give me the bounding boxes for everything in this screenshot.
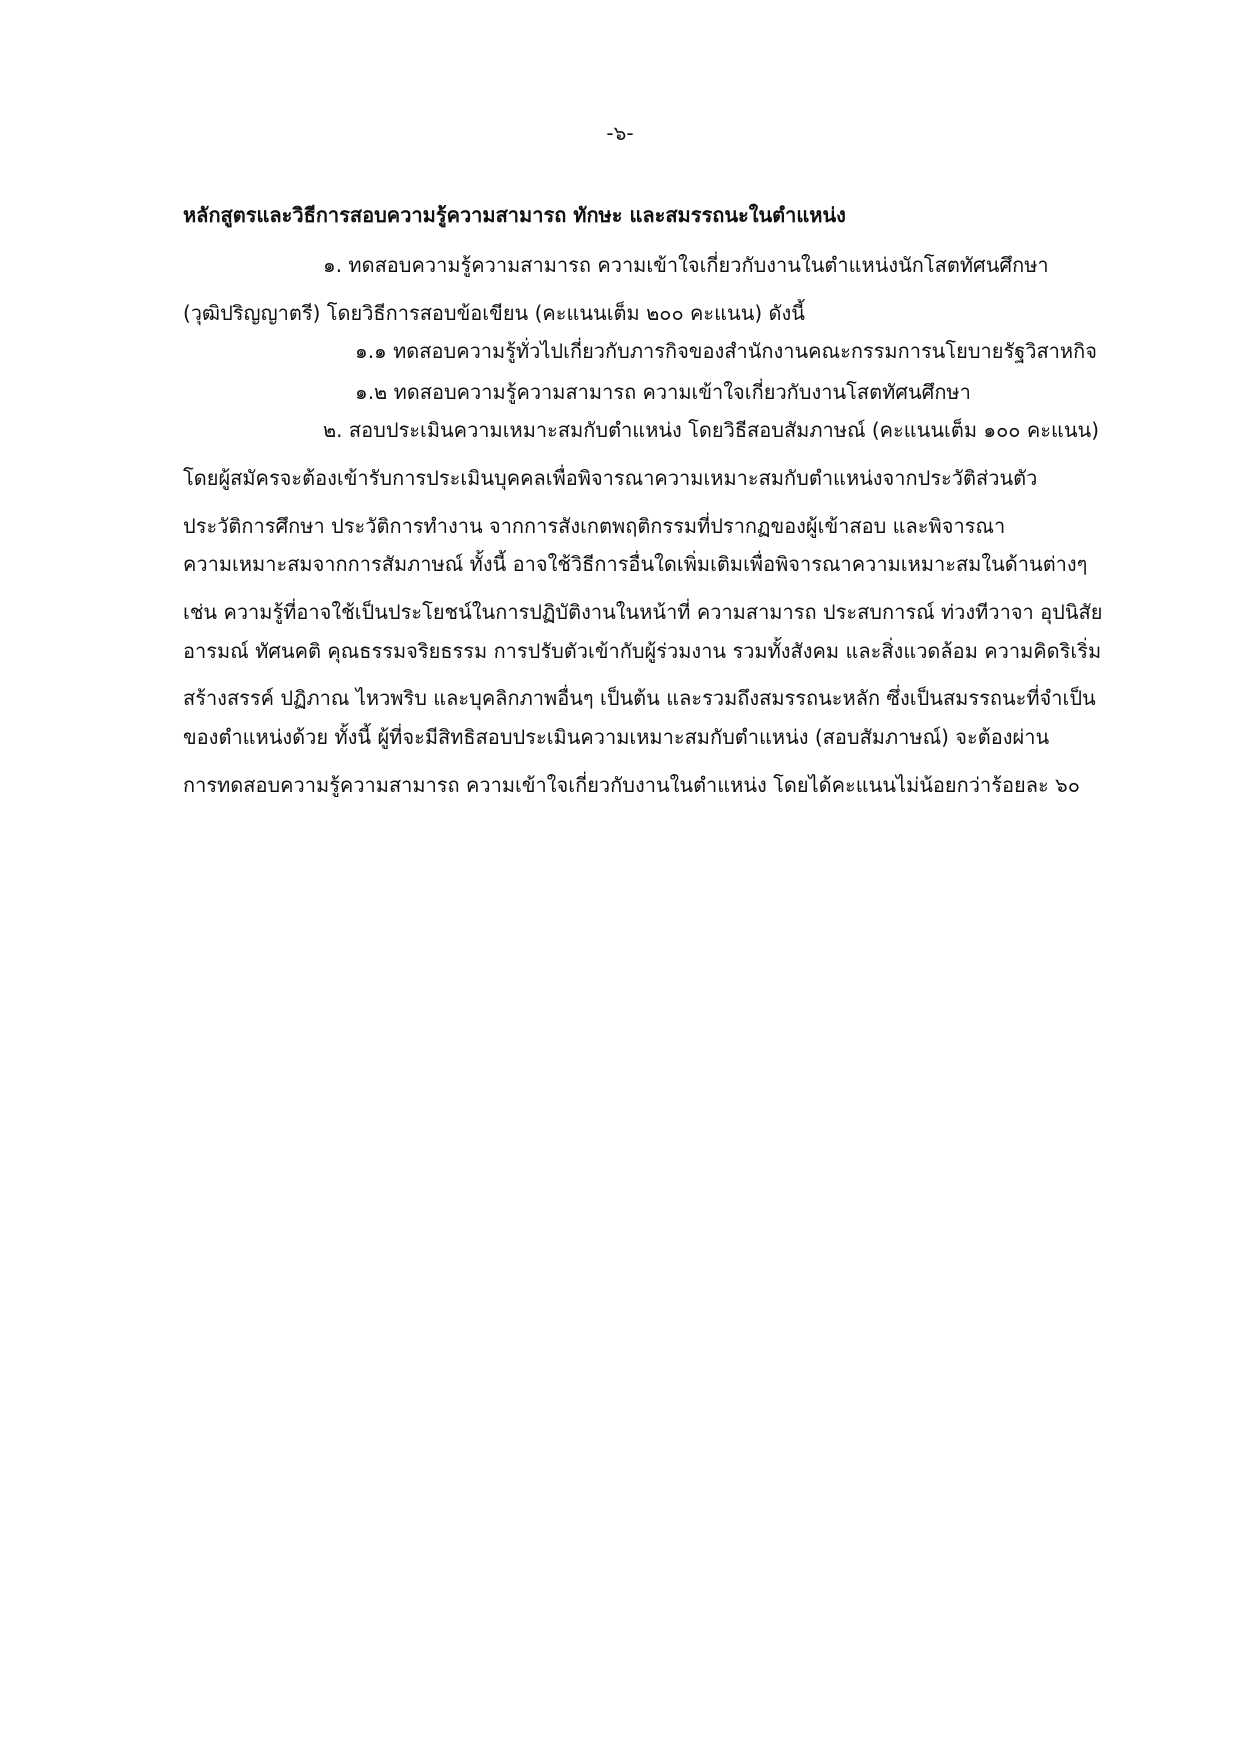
item-1-2: ๑.๒ ทดสอบความรู้ความสามารถ ความเข้าใจเกี่ยวกับงานโสตทัศนศึกษา	[355, 380, 971, 404]
body-line-last: การทดสอบความรู้ความสามารถ ความเข้าใจเกี่ยวกับงานในตำแหน่ง โดยได้คะแนนไม่น้อยกว่าร้อยละ ๖๐	[183, 773, 1080, 797]
item-2-line-1: ๒. สอบประเมินความเหมาะสมกับตำแหน่ง โดยวิธีสอบสัมภาษณ์ (คะแนนเต็ม ๑๐๐ คะแนน)	[323, 418, 1100, 442]
item-1-line-2: (วุฒิปริญญาตรี) โดยวิธีการสอบข้อเขียน (คะแนนเต็ม ๒๐๐ คะแนน) ดังนี้	[183, 301, 805, 325]
item-1-1: ๑.๑ ทดสอบความรู้ทั่วไปเกี่ยวกับภารกิจของสำนักงานคณะกรรมการนโยบายรัฐวิสาหกิจ	[355, 339, 1097, 363]
body-line: ประวัติการศึกษา ประวัติการทำงาน จากการสังเกตพฤติกรรมที่ปรากฏของผู้เข้าสอบ และพิจารณา	[183, 514, 1006, 538]
section-heading: หลักสูตรและวิธีการสอบความรู้ความสามารถ ทักษะ และสมรรถนะในตำแหน่ง	[183, 203, 846, 227]
body-line: เช่น ความรู้ที่อาจใช้เป็นประโยชน์ในการปฏิบัติงานในหน้าที่ ความสามารถ ประสบการณ์ ท่วงทีวาจา อุปนิสัย	[183, 600, 1103, 624]
body-line: สร้างสรรค์ ปฏิภาณ ไหวพริบ และบุคลิกภาพอื่นๆ เป็นต้น และรวมถึงสมรรถนะหลัก ซึ่งเป็นสมรรถนะที่จำเป็น	[183, 686, 1096, 710]
page-number: -๖-	[606, 121, 634, 145]
body-line: โดยผู้สมัครจะต้องเข้ารับการประเมินบุคคลเพื่อพิจารณาความเหมาะสมกับตำแหน่งจากประวัติส่วนตัว	[183, 466, 1038, 490]
body-line: ความเหมาะสมจากการสัมภาษณ์ ทั้งนี้ อาจใช้วิธีการอื่นใดเพิ่มเติมเพื่อพิจารณาความเหมาะสมในด้านต่างๆ	[183, 552, 1088, 576]
body-line: ของตำแหน่งด้วย ทั้งนี้ ผู้ที่จะมีสิทธิสอบประเมินความเหมาะสมกับตำแหน่ง (สอบสัมภาษณ์) จะต้องผ่าน	[183, 725, 1050, 749]
body-line: อารมณ์ ทัศนคติ คุณธรรมจริยธรรม การปรับตัวเข้ากับผู้ร่วมงาน รวมทั้งสังคม และสิ่งแวดล้อม ความคิดริเริ่ม	[183, 639, 1102, 663]
item-1-line-1: ๑. ทดสอบความรู้ความสามารถ ความเข้าใจเกี่ยวกับงานในตำแหน่งนักโสตทัศนศึกษา	[323, 253, 1049, 277]
